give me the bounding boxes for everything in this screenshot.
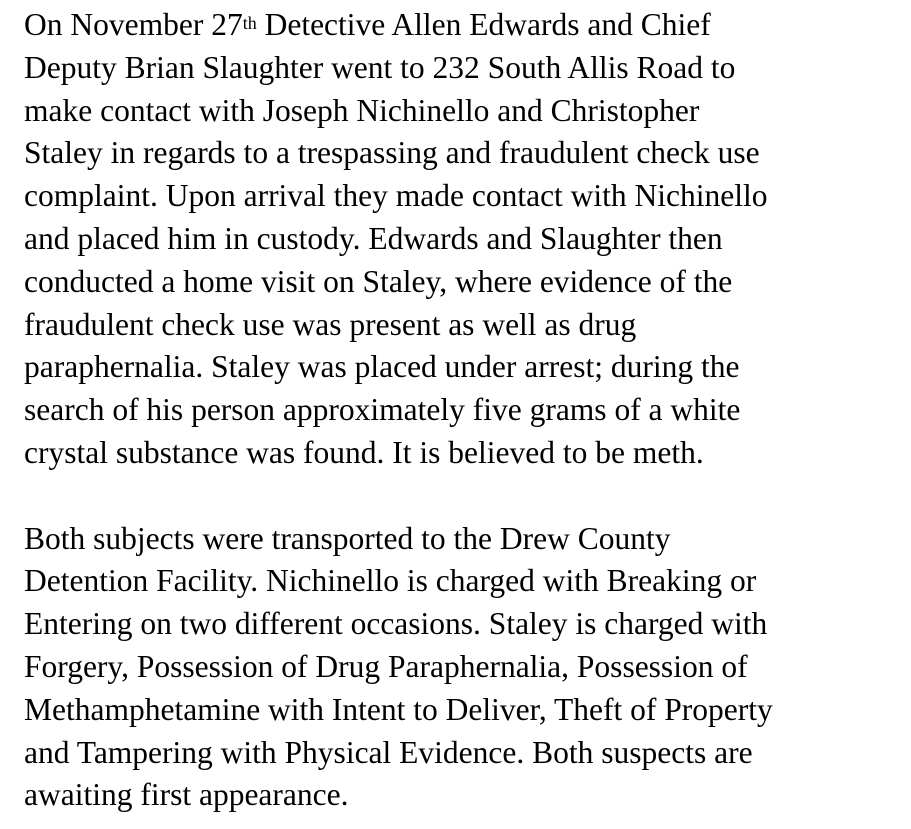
text-run: On November 27 — [24, 7, 243, 42]
text-line: Detention Facility. Nichinello is charged with Breaking or — [24, 563, 757, 599]
text-line: crystal substance was found. It is believed to be meth. — [24, 434, 704, 470]
text-line: search of his person approximately five grams of a white — [24, 392, 741, 428]
text-line: and Tampering with Physical Evidence. Both suspects are — [24, 734, 753, 770]
ordinal-suffix: th — [242, 12, 257, 33]
text-line: Both subjects were transported to the Drew County — [24, 520, 671, 556]
paragraph-spacer — [24, 475, 904, 518]
document-body — [24, 4, 904, 817]
text-line: complaint. Upon arrival they made contact with Nichinello — [24, 178, 768, 214]
text-line — [24, 4, 904, 47]
paragraph-arrest-report — [24, 4, 904, 475]
text-line: paraphernalia. Staley was placed under arrest; during the — [24, 349, 740, 385]
text-line: Staley in regards to a trespassing and fraudulent check use — [24, 135, 760, 171]
text-line: Entering on two different occasions. Staley is charged with — [24, 606, 768, 642]
text-line: awaiting first appearance. — [24, 777, 349, 813]
paragraph-charges — [24, 518, 904, 818]
text-line: conducted a home visit on Staley, where evidence of the — [24, 263, 733, 299]
text-run: Detective Allen Edwards and Chief — [256, 7, 711, 42]
text-line: Deputy Brian Slaughter went to 232 South Allis Road to — [24, 49, 736, 85]
text-line: fraudulent check use was present as well as drug — [24, 306, 637, 342]
text-line: Methamphetamine with Intent to Deliver, Theft of Property — [24, 691, 773, 727]
text-line: make contact with Joseph Nichinello and Christopher — [24, 92, 700, 128]
text-line: Forgery, Possession of Drug Paraphernalia, Possession of — [24, 648, 748, 684]
text-line: and placed him in custody. Edwards and Slaughter then — [24, 220, 723, 256]
